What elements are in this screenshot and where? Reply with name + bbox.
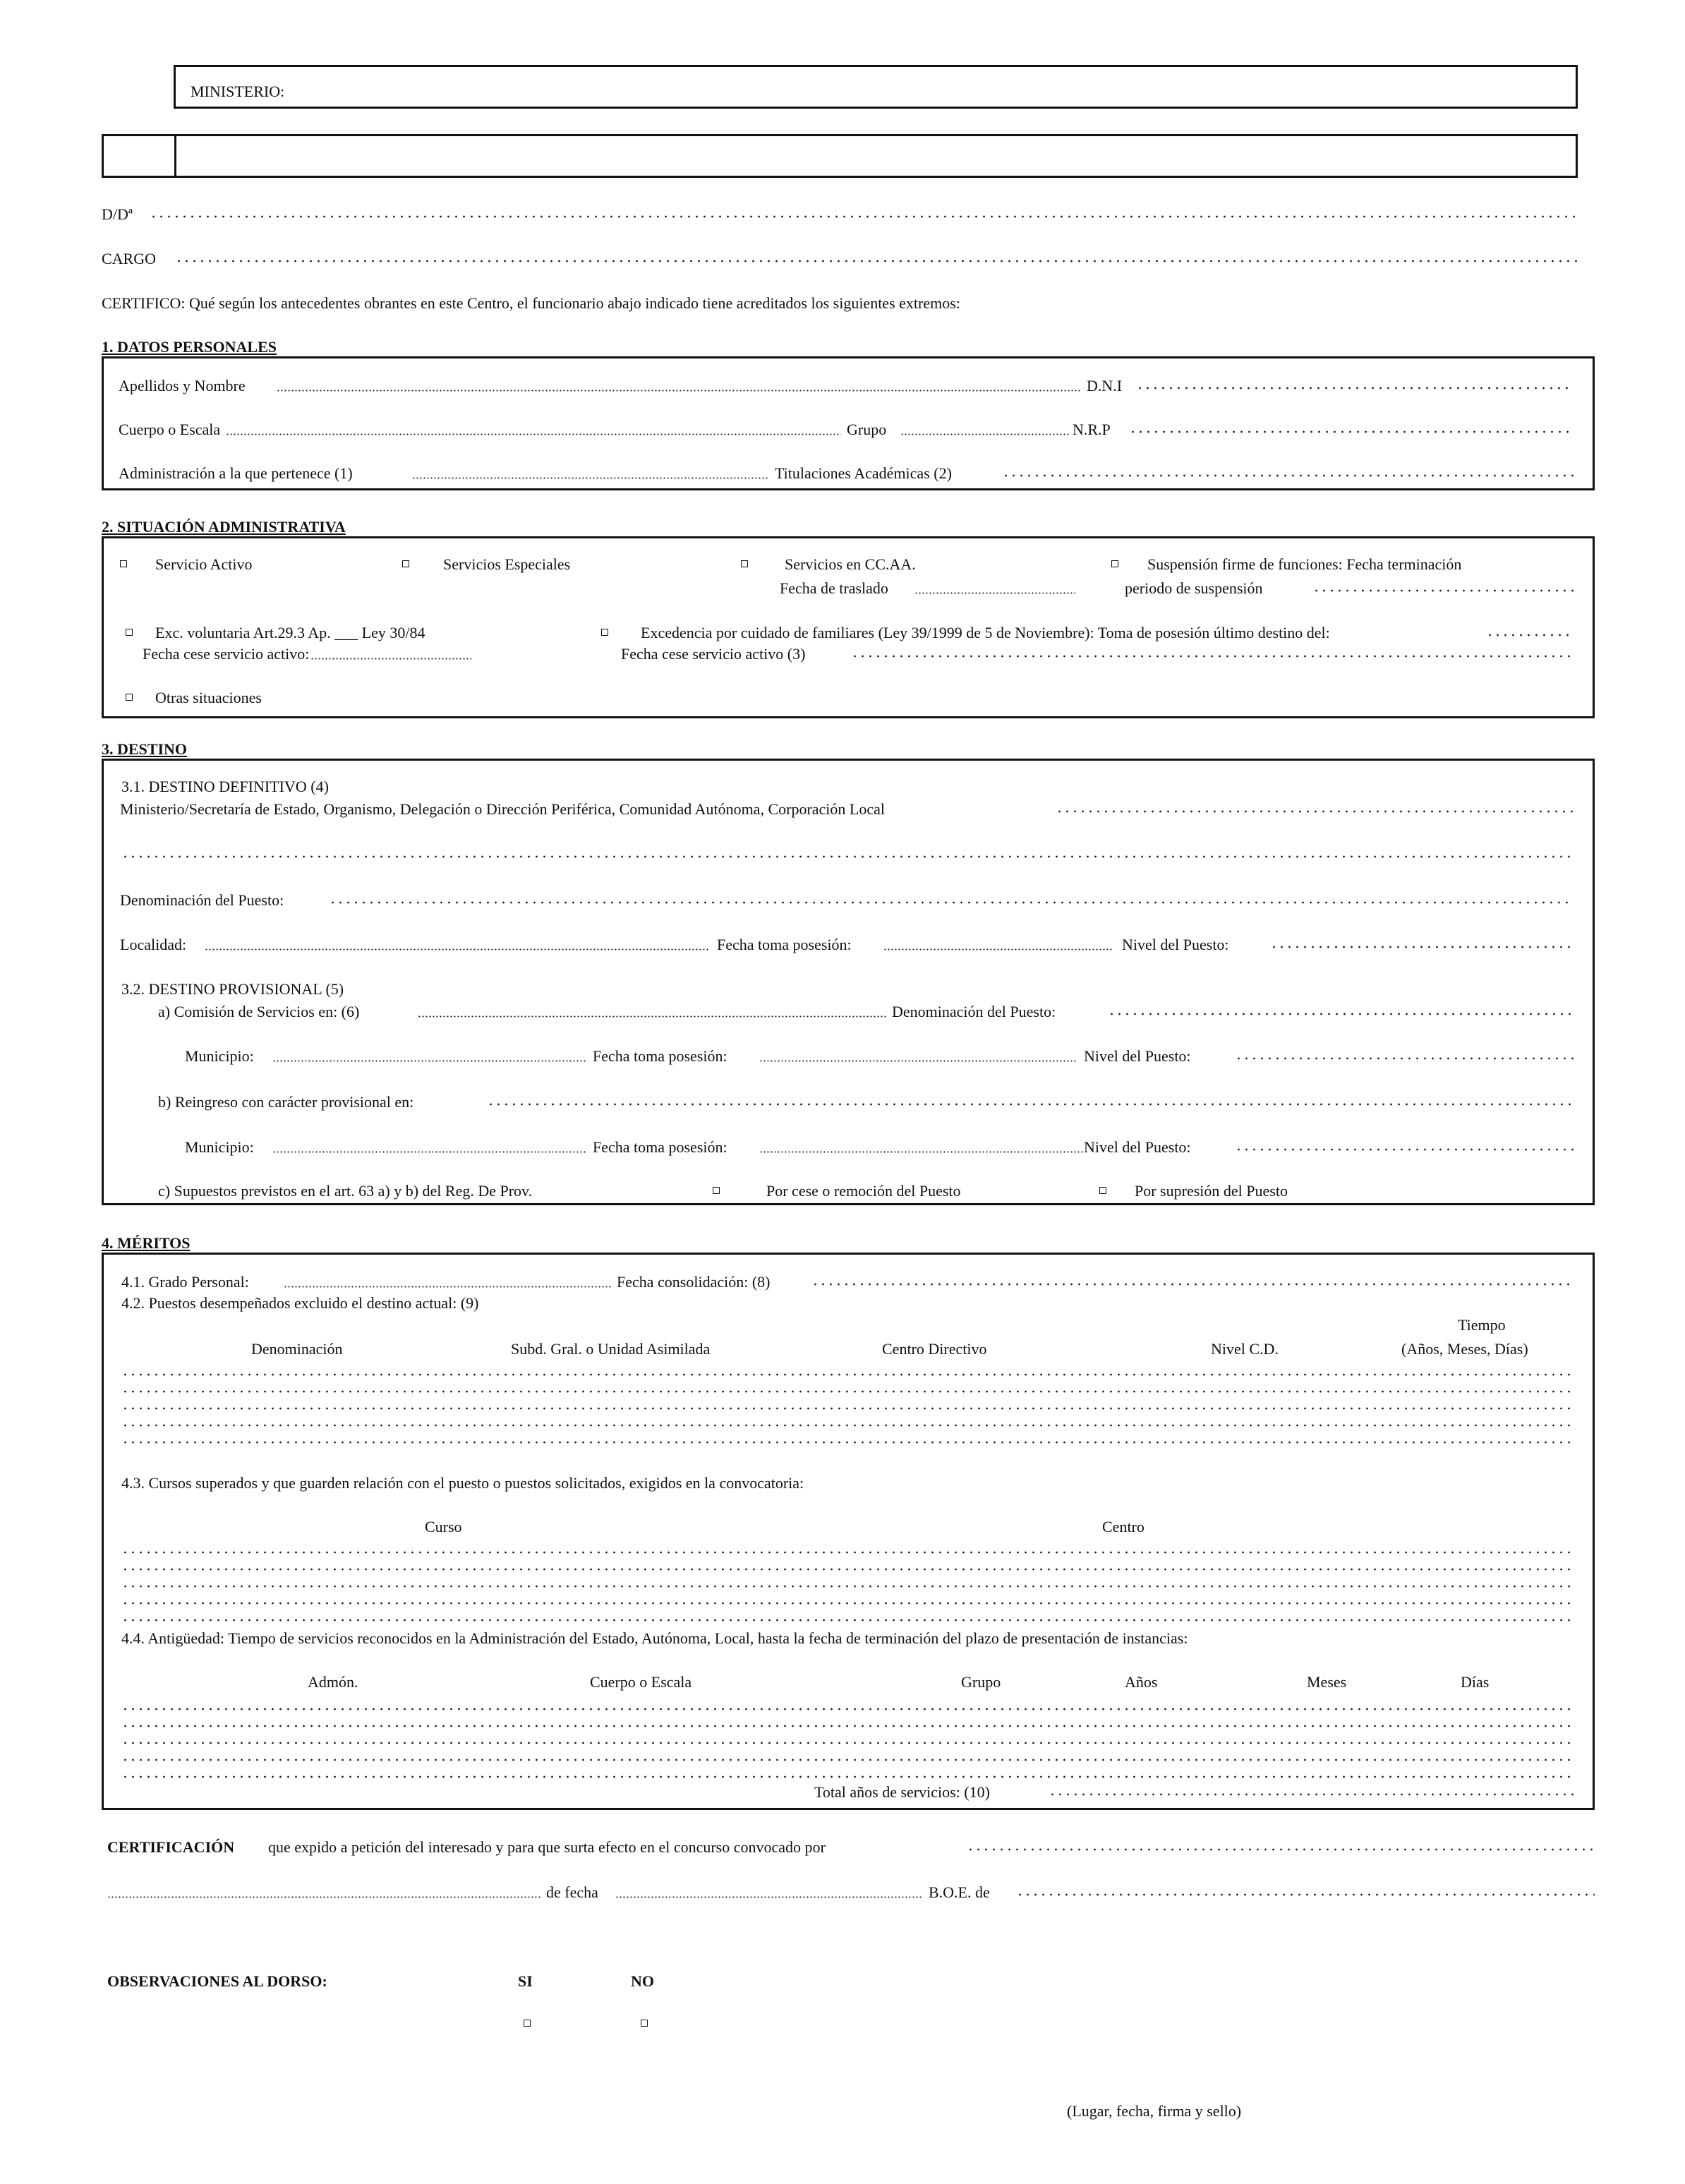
comision-field[interactable] bbox=[418, 1015, 888, 1018]
observaciones-label: OBSERVACIONES AL DORSO: bbox=[107, 1972, 327, 1990]
excedencia-field[interactable] bbox=[1486, 634, 1574, 637]
cargo-label: CARGO bbox=[102, 250, 157, 267]
certificacion-bold: CERTIFICACIÓN bbox=[107, 1838, 235, 1856]
col-subd-gral: Subd. Gral. o Unidad Asimilada bbox=[511, 1340, 711, 1358]
fecha-cese-3-label: Fecha cese servicio activo (3) bbox=[621, 645, 806, 663]
no-checkbox[interactable] bbox=[641, 2020, 648, 2027]
servicios-ccaa-label: Servicios en CC.AA. bbox=[785, 555, 916, 573]
col-anos: Años bbox=[1125, 1673, 1158, 1691]
exc-voluntaria-checkbox[interactable] bbox=[126, 629, 133, 636]
municipio-label-a: Municipio: bbox=[185, 1047, 254, 1065]
servicios-ccaa-checkbox[interactable] bbox=[741, 560, 748, 567]
reingreso-label: b) Reingreso con carácter provisional en: bbox=[158, 1093, 414, 1111]
code-box-divider bbox=[174, 134, 176, 178]
antiguedad-row-2[interactable] bbox=[121, 1725, 1574, 1727]
boe-field[interactable] bbox=[1016, 1893, 1595, 1896]
code-box bbox=[102, 134, 1578, 178]
grupo-label: Grupo bbox=[847, 421, 887, 438]
grado-label: 4.1. Grado Personal: bbox=[121, 1273, 249, 1291]
suspension-label: Suspensión firme de funciones: Fecha terminación bbox=[1147, 555, 1462, 573]
por-supresion-checkbox[interactable] bbox=[1099, 1187, 1106, 1194]
fecha-cese-field[interactable] bbox=[310, 658, 471, 660]
section1-title: 1. DATOS PERSONALES bbox=[102, 338, 277, 356]
ministerio-org-field[interactable] bbox=[1056, 810, 1574, 813]
excedencia-label: Excedencia por cuidado de familiares (Ley 39/1999 de 5 de Noviembre): Toma de posesión último destino del: bbox=[641, 624, 1330, 641]
dd-field[interactable] bbox=[150, 215, 1578, 218]
nivel-label-a: Nivel del Puesto: bbox=[1084, 1047, 1191, 1065]
fecha-traslado-label: Fecha de traslado bbox=[780, 579, 888, 597]
nivel-label-b: Nivel del Puesto: bbox=[1084, 1138, 1191, 1156]
fecha-toma-field-b[interactable] bbox=[759, 1151, 1084, 1153]
antiguedad-row-1[interactable] bbox=[121, 1708, 1574, 1711]
section4-title: 4. MÉRITOS bbox=[102, 1234, 191, 1252]
antiguedad-row-3[interactable] bbox=[121, 1742, 1574, 1744]
municipio-label-b: Municipio: bbox=[185, 1138, 254, 1156]
fecha-toma-field-a[interactable] bbox=[759, 1060, 1077, 1062]
titulaciones-label: Titulaciones Académicas (2) bbox=[775, 464, 952, 482]
fecha-consolidacion-label: Fecha consolidación: (8) bbox=[617, 1273, 771, 1291]
col-cuerpo-escala: Cuerpo o Escala bbox=[590, 1673, 692, 1691]
cargo-field[interactable] bbox=[175, 260, 1578, 263]
fecha-cese-label: Fecha cese servicio activo: bbox=[143, 645, 310, 663]
col-denominacion: Denominación bbox=[251, 1340, 343, 1358]
nivel-label: Nivel del Puesto: bbox=[1122, 936, 1229, 953]
puestos-label: 4.2. Puestos desempeñados excluido el destino actual: (9) bbox=[121, 1294, 479, 1312]
lugar-fecha-firma: (Lugar, fecha, firma y sello) bbox=[1067, 2102, 1242, 2120]
col-tiempo-sub: (Años, Meses, Días) bbox=[1401, 1340, 1528, 1358]
puestos-row-1[interactable] bbox=[121, 1373, 1574, 1376]
titulaciones-field[interactable] bbox=[1002, 474, 1574, 477]
apellidos-field[interactable] bbox=[277, 390, 1081, 392]
puestos-row-3[interactable] bbox=[121, 1407, 1574, 1410]
otras-checkbox[interactable] bbox=[126, 694, 133, 701]
si-checkbox[interactable] bbox=[524, 2020, 531, 2027]
concurso-field[interactable] bbox=[967, 1848, 1595, 1851]
denominacion-field[interactable] bbox=[329, 901, 1574, 904]
antiguedad-row-4[interactable] bbox=[121, 1758, 1574, 1761]
destino-definitivo-title: 3.1. DESTINO DEFINITIVO (4) bbox=[121, 778, 329, 795]
col-curso: Curso bbox=[425, 1518, 462, 1536]
servicio-activo-label: Servicio Activo bbox=[155, 555, 253, 573]
exc-voluntaria-label: Exc. voluntaria Art.29.3 Ap. ___ Ley 30/84 bbox=[155, 624, 425, 641]
boe-label: B.O.E. de bbox=[929, 1883, 990, 1901]
municipio-field-b[interactable] bbox=[272, 1151, 587, 1153]
si-label: SI bbox=[518, 1972, 533, 1990]
periodo-suspension-field[interactable] bbox=[1312, 589, 1574, 592]
denominacion-label: Denominación del Puesto: bbox=[120, 891, 284, 909]
col-meses: Meses bbox=[1307, 1673, 1347, 1691]
excedencia-checkbox[interactable] bbox=[601, 629, 608, 636]
no-label: NO bbox=[631, 1972, 654, 1990]
otras-label: Otras situaciones bbox=[155, 689, 262, 706]
col-nivel-cd: Nivel C.D. bbox=[1211, 1340, 1279, 1358]
section3-title: 3. DESTINO bbox=[102, 740, 188, 758]
administracion-field[interactable] bbox=[412, 477, 769, 479]
cursos-row-5[interactable] bbox=[121, 1619, 1574, 1622]
cursos-label: 4.3. Cursos superados y que guarden relación con el puesto o puestos solicitados, exigidos en la convocatoria: bbox=[121, 1474, 804, 1492]
total-label: Total años de servicios: (10) bbox=[814, 1784, 994, 1801]
nrp-label: N.R.P bbox=[1073, 421, 1111, 438]
nrp-field[interactable] bbox=[1129, 430, 1574, 433]
cursos-row-4[interactable] bbox=[121, 1602, 1574, 1605]
de-fecha-label: de fecha bbox=[546, 1883, 598, 1901]
antiguedad-label: 4.4. Antigüedad: Tiempo de servicios reconocidos en la Administración del Estado, Autónoma, Local, hasta la fecha de terminación del plazo de presentación de instancias: bbox=[121, 1629, 1188, 1647]
grupo-field[interactable] bbox=[900, 433, 1070, 435]
cursos-row-1[interactable] bbox=[121, 1551, 1574, 1554]
administracion-label: Administración a la que pertenece (1) bbox=[119, 464, 353, 482]
dd-label: D/Dª bbox=[102, 205, 133, 223]
cursos-row-3[interactable] bbox=[121, 1585, 1574, 1588]
total-field[interactable] bbox=[1049, 1793, 1574, 1796]
certifico-text: CERTIFICO: Qué según los antecedentes obrantes en este Centro, el funcionario abajo indicado tiene acreditados los siguientes extremos: bbox=[102, 294, 960, 312]
certificacion-text: que expido a petición del interesado y para que surta efecto en el concurso convocado por bbox=[268, 1838, 826, 1856]
grado-field[interactable] bbox=[284, 1286, 612, 1288]
por-supresion-label: Por supresión del Puesto bbox=[1135, 1182, 1288, 1200]
fecha-toma-label-b: Fecha toma posesión: bbox=[593, 1138, 727, 1156]
ministerio-org-field-2[interactable] bbox=[121, 855, 1574, 858]
puestos-row-5[interactable] bbox=[121, 1441, 1574, 1444]
dni-label: D.N.I bbox=[1087, 377, 1123, 394]
comision-label: a) Comisión de Servicios en: (6) bbox=[158, 1003, 360, 1020]
municipio-field-a[interactable] bbox=[272, 1060, 587, 1062]
nivel-field[interactable] bbox=[1270, 946, 1574, 948]
fecha-toma-label: Fecha toma posesión: bbox=[717, 936, 852, 953]
de-fecha-field[interactable] bbox=[615, 1896, 923, 1898]
denominacion-puesto-field[interactable] bbox=[1108, 1013, 1574, 1015]
suspension-checkbox[interactable] bbox=[1111, 560, 1118, 567]
fecha-toma-label-a: Fecha toma posesión: bbox=[593, 1047, 727, 1065]
col-grupo: Grupo bbox=[961, 1673, 1001, 1691]
ministerio-box bbox=[174, 65, 1578, 109]
servicios-especiales-label: Servicios Especiales bbox=[443, 555, 571, 573]
puestos-row-2[interactable] bbox=[121, 1390, 1574, 1393]
ministerio-label: MINISTERIO: bbox=[191, 83, 285, 100]
reingreso-field[interactable] bbox=[487, 1103, 1574, 1106]
col-dias: Días bbox=[1461, 1673, 1490, 1691]
dni-field[interactable] bbox=[1136, 387, 1574, 390]
localidad-field[interactable] bbox=[205, 948, 710, 951]
fecha-toma-field[interactable] bbox=[883, 948, 1113, 951]
certificacion-line-field[interactable] bbox=[107, 1896, 540, 1898]
col-tiempo: Tiempo bbox=[1458, 1316, 1506, 1334]
por-cese-label: Por cese o remoción del Puesto bbox=[766, 1182, 961, 1200]
por-cese-checkbox[interactable] bbox=[713, 1187, 720, 1194]
periodo-suspension-label: periodo de suspensión bbox=[1125, 579, 1263, 597]
cuerpo-label: Cuerpo o Escala bbox=[119, 421, 221, 438]
antiguedad-row-5[interactable] bbox=[121, 1775, 1574, 1778]
cursos-row-2[interactable] bbox=[121, 1568, 1574, 1571]
apellidos-label: Apellidos y Nombre bbox=[119, 377, 246, 394]
fecha-traslado-field[interactable] bbox=[914, 592, 1075, 594]
col-centro: Centro bbox=[1102, 1518, 1145, 1536]
denominacion-puesto-label: Denominación del Puesto: bbox=[892, 1003, 1056, 1020]
fecha-consolidacion-field[interactable] bbox=[811, 1283, 1574, 1286]
nivel-field-a[interactable] bbox=[1235, 1057, 1574, 1060]
cuerpo-field[interactable] bbox=[226, 433, 841, 435]
col-centro-directivo: Centro Directivo bbox=[882, 1340, 987, 1358]
supuestos-label: c) Supuestos previstos en el art. 63 a) y b) del Reg. De Prov. bbox=[158, 1182, 533, 1200]
fecha-cese-3-field[interactable] bbox=[851, 655, 1574, 658]
section2-title: 2. SITUACIÓN ADMINISTRATIVA bbox=[102, 518, 346, 536]
col-admon: Admón. bbox=[308, 1673, 358, 1691]
servicios-especiales-checkbox[interactable] bbox=[402, 560, 409, 567]
destino-provisional-title: 3.2. DESTINO PROVISIONAL (5) bbox=[121, 980, 344, 998]
ministerio-org-label: Ministerio/Secretaría de Estado, Organismo, Delegación o Dirección Periférica, Comunidad Autónoma, Corporación Local bbox=[120, 800, 885, 818]
localidad-label: Localidad: bbox=[120, 936, 187, 953]
puestos-row-4[interactable] bbox=[121, 1424, 1574, 1427]
servicio-activo-checkbox[interactable] bbox=[120, 560, 127, 567]
nivel-field-b[interactable] bbox=[1235, 1148, 1574, 1151]
